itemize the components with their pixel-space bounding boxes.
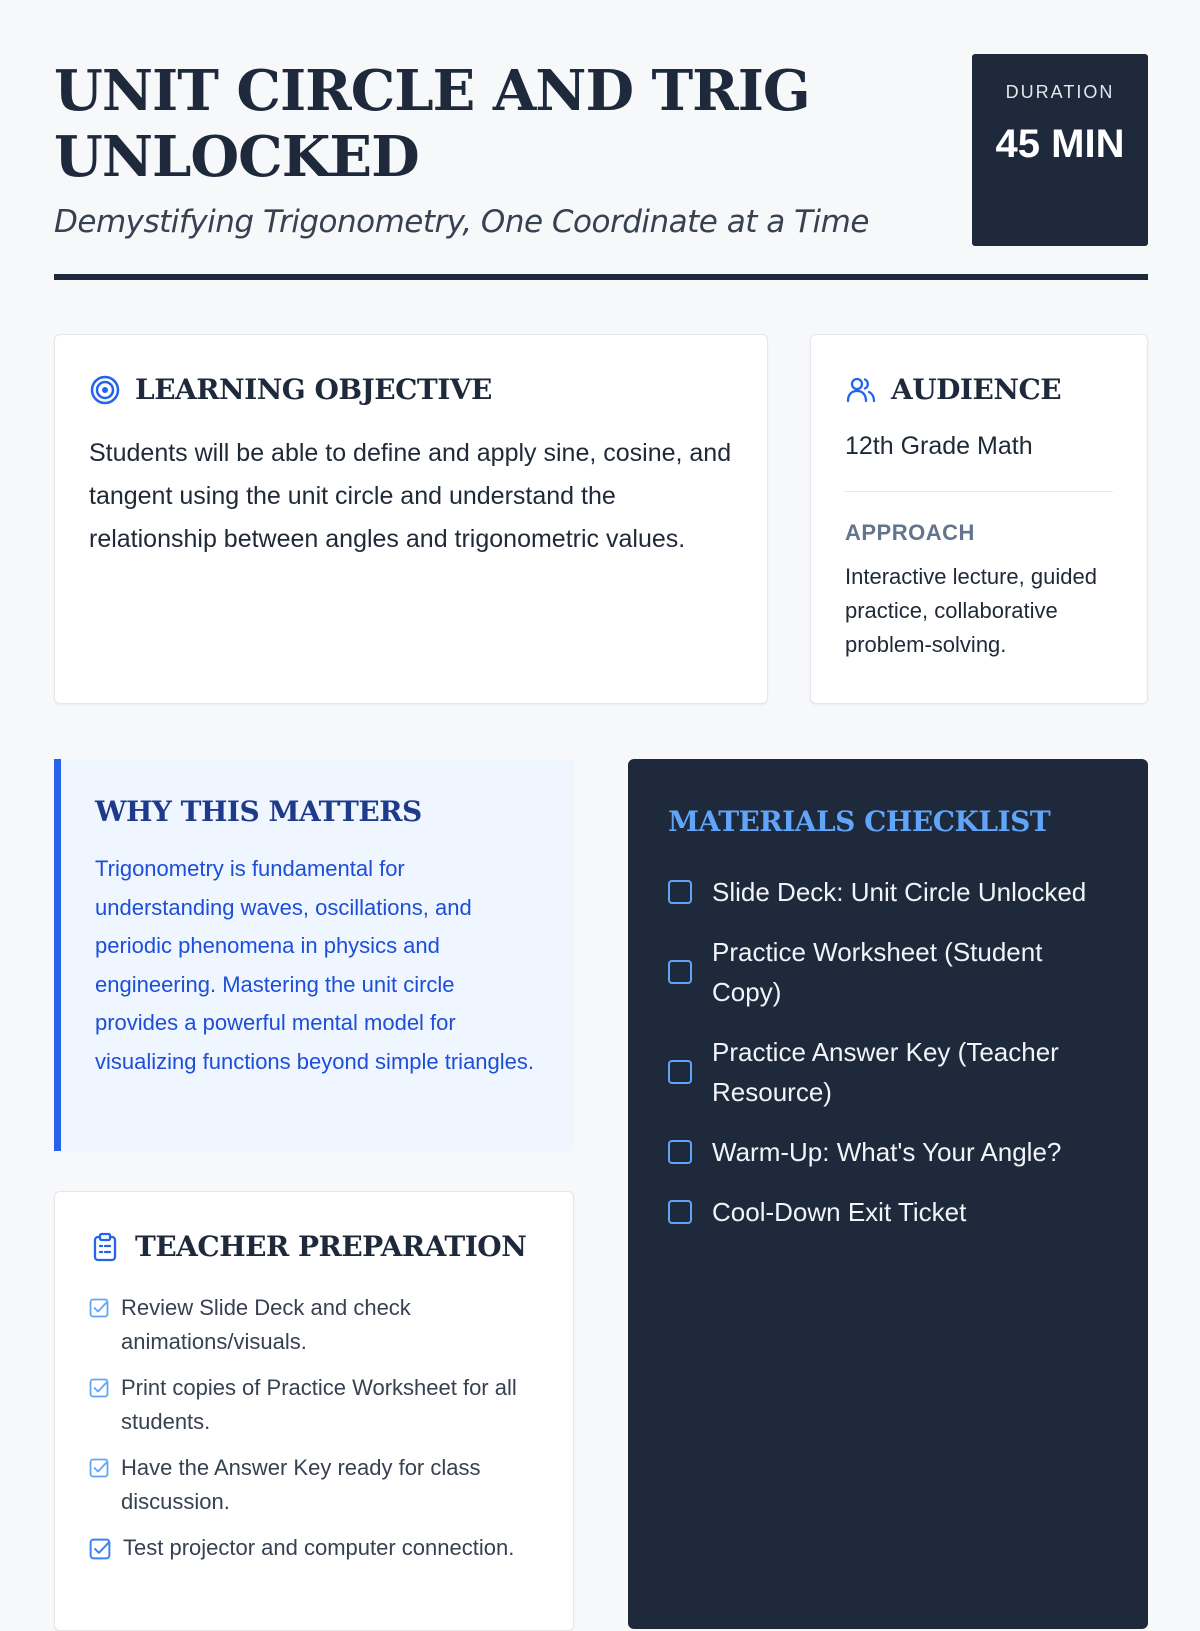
material-item[interactable]: [668, 872, 1108, 912]
why-this-matters-text: Trigonometry is fundamental for understanding waves, oscillations, and periodic phenomena in physics and engineering. Mastering the unit circle provides a powerful mental model for visualizing functions beyond simple triangles.: [95, 856, 535, 1074]
material-checkbox[interactable]: [668, 1140, 692, 1164]
duration-value: 45 MIN: [995, 122, 1125, 166]
teacher-preparation-list: [89, 1291, 539, 1565]
check-square-icon: [89, 1298, 109, 1318]
learning-objective-title: LEARNING OBJECTIVE: [135, 373, 492, 406]
teacher-preparation-heading: [89, 1230, 539, 1263]
check-square-icon: [89, 1378, 109, 1398]
materials-checklist: [668, 872, 1108, 1232]
materials-checklist-heading: MATERIALS CHECKLIST: [668, 805, 1051, 838]
teacher-preparation-title: TEACHER PREPARATION: [135, 1230, 527, 1263]
why-this-matters-callout: [54, 759, 574, 1151]
approach-text: Interactive lecture, guided practice, collaborative problem-solving.: [845, 564, 1097, 657]
material-item-label: Practice Answer Key (Teacher Resource): [712, 1037, 1059, 1107]
learning-objective-card: [54, 334, 768, 704]
prep-item: [89, 1371, 539, 1439]
audience-heading: [845, 373, 1113, 406]
check-square-icon: [89, 1458, 109, 1478]
why-this-matters-heading: WHY THIS MATTERS: [95, 795, 422, 828]
header: [54, 54, 1148, 280]
clipboard-icon: [89, 1231, 121, 1263]
duration-badge: [972, 54, 1148, 246]
prep-item-text: Test projector and computer connection.: [123, 1535, 515, 1560]
duration-label: DURATION: [1005, 82, 1115, 102]
prep-item: [89, 1291, 539, 1359]
page-subtitle: Demystifying Trigonometry, One Coordinate at a Time: [54, 204, 869, 240]
material-item-label: Cool-Down Exit Ticket: [712, 1197, 967, 1227]
material-checkbox[interactable]: [668, 1060, 692, 1084]
learning-objective-heading: [89, 373, 733, 406]
prep-item-text: Print copies of Practice Worksheet for all students.: [121, 1375, 517, 1434]
audience-card: [810, 334, 1148, 704]
users-icon: [845, 374, 877, 406]
approach-label: APPROACH: [845, 520, 975, 545]
prep-item-text: Have the Answer Key ready for class discussion.: [121, 1455, 481, 1514]
material-item[interactable]: [668, 1132, 1108, 1172]
target-icon: [89, 374, 121, 406]
prep-item: [89, 1451, 539, 1519]
lesson-plan-page: [54, 0, 1148, 1600]
prep-item-text: Review Slide Deck and check animations/visuals.: [121, 1295, 411, 1354]
material-item[interactable]: [668, 1192, 1108, 1232]
audience-title: AUDIENCE: [891, 373, 1062, 406]
material-checkbox[interactable]: [668, 960, 692, 984]
material-item[interactable]: [668, 1032, 1108, 1112]
learning-objective-text: Students will be able to define and apply sine, cosine, and tangent using the unit circle and understand the relationship between angles and trigonometric values.: [89, 439, 732, 553]
check-square-icon: [89, 1538, 111, 1560]
audience-value: 12th Grade Math: [845, 432, 1113, 492]
material-item[interactable]: [668, 932, 1108, 1012]
material-checkbox[interactable]: [668, 1200, 692, 1224]
teacher-preparation-card: [54, 1191, 574, 1631]
page-title: UNIT CIRCLE AND TRIG UNLOCKED: [54, 58, 810, 190]
prep-item: [89, 1531, 539, 1565]
material-item-label: Practice Worksheet (Student Copy): [712, 937, 1043, 1007]
material-checkbox[interactable]: [668, 880, 692, 904]
material-item-label: Warm-Up: What's Your Angle?: [712, 1137, 1062, 1167]
material-item-label: Slide Deck: Unit Circle Unlocked: [712, 877, 1087, 907]
materials-checklist-panel: [628, 759, 1148, 1629]
